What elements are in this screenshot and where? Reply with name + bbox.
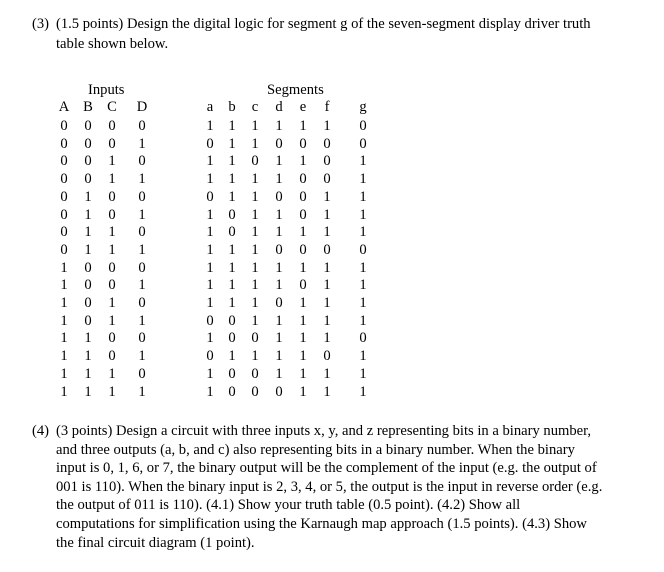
input-cell: 1 [138, 383, 146, 400]
input-cell: 0 [84, 259, 92, 276]
segment-cell: 1 [228, 241, 236, 258]
segment-cell: 1 [359, 153, 367, 170]
input-cell: 1 [84, 206, 92, 223]
segment-cell: 1 [299, 153, 307, 170]
question-3-line-1: (1.5 points) Design the digital logic for segment g of the seven-segment display driver truth [56, 16, 591, 32]
input-cell: 0 [84, 135, 92, 152]
segment-cell: 1 [206, 171, 214, 188]
segment-cell: 1 [323, 206, 331, 223]
segment-cell: 1 [228, 118, 236, 134]
segment-cell: 1 [228, 135, 236, 152]
segment-cell: 1 [251, 259, 259, 276]
input-cell: 0 [84, 118, 92, 134]
question-4-number: (4) [32, 423, 50, 439]
segment-cell: 1 [299, 118, 307, 134]
input-cell: 0 [84, 153, 92, 170]
segment-cell: 1 [275, 312, 283, 329]
input-cell: 0 [84, 312, 92, 329]
segment-cell: 0 [206, 188, 214, 205]
segment-cell: 1 [275, 365, 283, 382]
segment-cell: 0 [206, 135, 214, 152]
input-cell: 0 [108, 259, 116, 276]
segment-cell: 1 [251, 118, 259, 134]
input-cell: 1 [138, 312, 146, 329]
segment-cell: 1 [251, 312, 259, 329]
input-cell: 0 [108, 348, 116, 365]
segments-group-label: Segments [267, 82, 324, 98]
input-cell: 0 [84, 277, 92, 294]
segment-cell: 1 [206, 295, 214, 311]
input-cell: 0 [108, 277, 116, 294]
segment-cell: 0 [251, 365, 259, 382]
segment-cell: 1 [206, 365, 214, 382]
segment-cell: 0 [228, 383, 236, 400]
segment-cell: 1 [359, 171, 367, 188]
input-column-header: B [83, 99, 93, 115]
segment-cell: 0 [275, 188, 283, 205]
segment-cell: 1 [359, 277, 367, 294]
segment-cell: 0 [299, 241, 307, 258]
input-column-header: C [107, 99, 117, 115]
segment-cell: 0 [251, 153, 259, 170]
segment-cell: 1 [251, 206, 259, 223]
segment-cell: 1 [323, 330, 331, 347]
segment-cell: 1 [359, 295, 367, 311]
segment-cell: 1 [206, 224, 214, 241]
segment-cell: 0 [359, 135, 367, 152]
input-cell: 0 [138, 259, 146, 276]
input-cell: 1 [60, 259, 68, 276]
segment-cell: 1 [251, 188, 259, 205]
segment-cell: 0 [206, 348, 214, 365]
input-cell: 0 [60, 153, 68, 170]
input-cell: 0 [60, 118, 68, 134]
segment-cell: 0 [359, 241, 367, 258]
segment-cell: 1 [275, 153, 283, 170]
segment-column-header: b [228, 99, 236, 115]
input-cell: 0 [60, 241, 68, 258]
segment-cell: 1 [251, 224, 259, 241]
question-4-line: 001 is 110). When the binary input is 2, 3, 4, or 5, the output is the input in reverse order (e.g. [56, 478, 603, 495]
segment-cell: 0 [275, 241, 283, 258]
segment-cell: 1 [299, 259, 307, 276]
question-3-number: (3) [32, 16, 50, 32]
segment-cell: 0 [275, 295, 283, 311]
segment-column-header: c [251, 99, 259, 115]
segment-cell: 1 [359, 188, 367, 205]
segment-cell: 1 [323, 188, 331, 205]
segment-cell: 1 [323, 118, 331, 134]
input-cell: 0 [60, 206, 68, 223]
segment-column-header: a [206, 99, 214, 115]
segment-cell: 1 [323, 259, 331, 276]
segment-cell: 0 [299, 135, 307, 152]
segment-cell: 0 [359, 118, 367, 134]
segment-cell: 1 [251, 348, 259, 365]
input-cell: 1 [108, 365, 116, 382]
segment-cell: 1 [228, 171, 236, 188]
segment-cell: 1 [275, 348, 283, 365]
question-3-text [56, 14, 656, 54]
segment-cell: 0 [323, 241, 331, 258]
segment-cell: 1 [275, 277, 283, 294]
input-cell: 1 [84, 348, 92, 365]
segment-cell: 1 [323, 383, 331, 400]
segment-cell: 0 [323, 135, 331, 152]
segment-cell: 0 [299, 171, 307, 188]
segment-cell: 1 [251, 135, 259, 152]
segment-cell: 1 [206, 153, 214, 170]
input-cell: 1 [138, 206, 146, 223]
segment-cell: 0 [228, 224, 236, 241]
input-cell: 0 [108, 118, 116, 134]
input-cell: 0 [138, 224, 146, 241]
segment-cell: 1 [206, 330, 214, 347]
input-cell: 1 [138, 241, 146, 258]
input-column-header: A [58, 99, 70, 115]
segment-cell: 1 [299, 348, 307, 365]
segment-cell: 1 [323, 277, 331, 294]
question-4-line: the output of 011 is 110). (4.1) Show your truth table (0.5 point). (4.2) Show all [56, 497, 521, 514]
segment-cell: 0 [323, 153, 331, 170]
input-cell: 0 [60, 188, 68, 205]
segment-cell: 1 [206, 277, 214, 294]
segment-cell: 0 [359, 330, 367, 347]
input-cell: 1 [84, 188, 92, 205]
segment-cell: 0 [299, 206, 307, 223]
input-cell: 1 [108, 224, 116, 241]
segment-cell: 1 [206, 259, 214, 276]
segment-cell: 1 [228, 259, 236, 276]
segment-column-header: e [299, 99, 307, 115]
segment-cell: 1 [299, 365, 307, 382]
input-cell: 1 [60, 383, 68, 400]
segment-cell: 1 [251, 171, 259, 188]
segment-cell: 1 [359, 206, 367, 223]
input-cell: 1 [138, 348, 146, 365]
segment-cell: 1 [323, 365, 331, 382]
input-cell: 0 [138, 188, 146, 205]
segment-cell: 1 [228, 295, 236, 311]
input-cell: 0 [108, 206, 116, 223]
input-cell: 1 [84, 383, 92, 400]
segment-cell: 0 [323, 171, 331, 188]
question-4-line: computations for simplification using the Karnaugh map approach (1.5 points). (4.3) Show [56, 515, 587, 532]
segment-cell: 1 [323, 295, 331, 311]
input-cell: 1 [138, 277, 146, 294]
segment-cell: 1 [299, 295, 307, 311]
segment-cell: 1 [275, 171, 283, 188]
question-4-line: (3 points) Design a circuit with three inputs x, y, and z representing bits in a binary number, [56, 423, 592, 439]
question-3-line-2: table shown below. [56, 36, 169, 52]
input-cell: 1 [84, 241, 92, 258]
input-cell: 0 [60, 224, 68, 241]
segment-cell: 0 [228, 365, 236, 382]
segment-cell: 0 [251, 330, 259, 347]
segment-cell: 1 [359, 365, 367, 382]
input-cell: 1 [60, 295, 68, 311]
segment-cell: 0 [323, 348, 331, 365]
segment-cell: 0 [206, 312, 214, 329]
segment-cell: 0 [275, 383, 283, 400]
input-cell: 1 [108, 383, 116, 400]
question-4-text [56, 422, 656, 552]
question-4-line: input is 0, 1, 6, or 7, the binary output will be the complement of the input (e.g. the output of [56, 460, 597, 477]
segment-cell: 1 [359, 224, 367, 241]
segment-cell: 1 [359, 383, 367, 400]
segment-cell: 1 [228, 277, 236, 294]
input-cell: 0 [84, 295, 92, 311]
input-cell: 1 [108, 153, 116, 170]
input-cell: 0 [138, 330, 146, 347]
input-cell: 1 [108, 312, 116, 329]
input-cell: 1 [108, 295, 116, 311]
input-cell: 1 [138, 171, 146, 188]
input-cell: 0 [84, 171, 92, 188]
segment-cell: 0 [299, 188, 307, 205]
segment-cell: 1 [323, 224, 331, 241]
segment-cell: 1 [299, 383, 307, 400]
segment-cell: 1 [206, 118, 214, 134]
segment-cell: 1 [251, 295, 259, 311]
question-4-line: the final circuit diagram (1 point). [56, 534, 255, 551]
question-4-line: and three outputs (a, b, and c) also representing bits in a binary number. When the binary [56, 441, 575, 458]
input-cell: 0 [108, 330, 116, 347]
segment-cell: 1 [275, 330, 283, 347]
input-cell: 1 [60, 348, 68, 365]
input-cell: 0 [138, 295, 146, 311]
segment-cell: 1 [228, 188, 236, 205]
input-cell: 0 [60, 171, 68, 188]
input-cell: 1 [138, 135, 146, 152]
segment-cell: 1 [206, 241, 214, 258]
input-cell: 0 [138, 153, 146, 170]
input-cell: 1 [84, 330, 92, 347]
segment-cell: 0 [228, 330, 236, 347]
input-cell: 1 [108, 241, 116, 258]
input-cell: 0 [60, 135, 68, 152]
segment-cell: 0 [228, 312, 236, 329]
input-cell: 0 [108, 135, 116, 152]
segment-cell: 0 [299, 277, 307, 294]
segment-cell: 1 [251, 277, 259, 294]
segment-cell: 1 [359, 312, 367, 329]
input-cell: 1 [60, 312, 68, 329]
input-cell: 1 [60, 365, 68, 382]
segment-cell: 1 [359, 348, 367, 365]
segment-cell: 1 [275, 206, 283, 223]
input-cell: 1 [60, 277, 68, 294]
input-cell: 1 [108, 171, 116, 188]
segment-column-header: g [359, 99, 367, 115]
segment-cell: 1 [251, 241, 259, 258]
segment-cell: 1 [275, 224, 283, 241]
inputs-group-label: Inputs [88, 82, 125, 98]
segment-cell: 1 [299, 224, 307, 241]
segment-cell: 1 [359, 259, 367, 276]
segment-cell: 1 [275, 118, 283, 134]
input-cell: 1 [84, 224, 92, 241]
segment-cell: 1 [275, 259, 283, 276]
input-cell: 0 [138, 365, 146, 382]
segment-column-header: d [275, 99, 283, 115]
segment-cell: 0 [275, 135, 283, 152]
segment-cell: 0 [251, 383, 259, 400]
input-cell: 1 [84, 365, 92, 382]
input-cell: 0 [138, 118, 146, 134]
segment-cell: 1 [299, 312, 307, 329]
input-column-header: D [136, 99, 148, 115]
segment-cell: 1 [299, 330, 307, 347]
segment-cell: 1 [206, 206, 214, 223]
segment-cell: 1 [228, 348, 236, 365]
input-cell: 0 [108, 188, 116, 205]
segment-column-header: f [324, 99, 330, 115]
segment-cell: 1 [228, 153, 236, 170]
segment-cell: 0 [228, 206, 236, 223]
segment-cell: 1 [323, 312, 331, 329]
input-cell: 1 [60, 330, 68, 347]
segment-cell: 1 [206, 383, 214, 400]
